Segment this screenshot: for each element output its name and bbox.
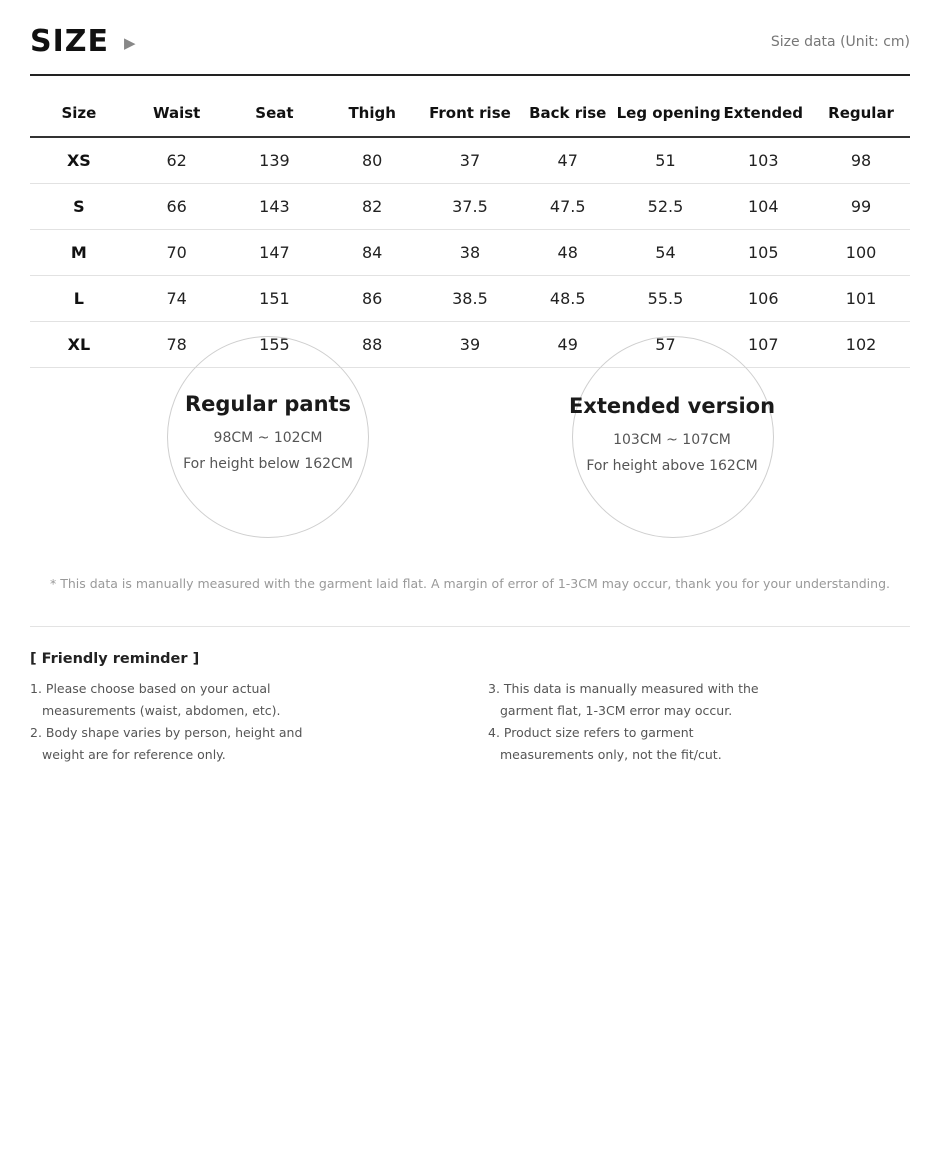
table-cell-size: L (30, 276, 128, 322)
table-cell: 37 (421, 137, 519, 184)
reminder-item: 2. Body shape varies by person, height and weight are for reference only. (30, 725, 303, 762)
table-cell-size: S (30, 184, 128, 230)
table-cell: 47 (519, 137, 617, 184)
reminder-column-right (488, 678, 788, 766)
table-header-row (30, 90, 910, 137)
column-header-thigh: Thigh (323, 90, 421, 137)
reminder-title: [ Friendly reminder ] (30, 651, 200, 667)
reminder-column-left (30, 678, 320, 766)
regular-pants-title: Regular pants (184, 392, 352, 416)
regular-pants-height: For height below 162CM (183, 456, 353, 472)
reminder-item: 4. Product size refers to garment measurements only, not the fit/cut. (488, 725, 722, 762)
table-cell: 151 (226, 276, 324, 322)
measurement-disclaimer: * This data is manually measured with the garment laid flat. A margin of error of 1-3CM may occur, thank you for your understanding. (50, 576, 890, 591)
table-cell: 47.5 (519, 184, 617, 230)
extended-version-info (542, 394, 802, 474)
table-cell: 88 (323, 322, 421, 368)
size-header (30, 22, 910, 74)
table-cell: 103 (714, 137, 812, 184)
table-row (30, 230, 910, 276)
table-cell: 102 (812, 322, 910, 368)
table-cell: 39 (421, 322, 519, 368)
table-cell: 147 (226, 230, 324, 276)
table-cell: 80 (323, 137, 421, 184)
table-cell: 38 (421, 230, 519, 276)
table-cell: 38.5 (421, 276, 519, 322)
table-cell: 98 (812, 137, 910, 184)
table-cell: 78 (128, 322, 226, 368)
table-cell: 104 (714, 184, 812, 230)
table-row (30, 184, 910, 230)
table-cell: 101 (812, 276, 910, 322)
table-cell: 74 (128, 276, 226, 322)
column-header-regular: Regular (812, 90, 910, 137)
reminder-item: 1. Please choose based on your actual measurements (waist, abdomen, etc). (30, 681, 281, 718)
table-cell: 52.5 (617, 184, 715, 230)
table-cell: 84 (323, 230, 421, 276)
regular-pants-info (138, 392, 398, 472)
table-row (30, 322, 910, 368)
table-row (30, 276, 910, 322)
column-header-size: Size (30, 90, 128, 137)
column-header-seat: Seat (226, 90, 324, 137)
table-cell: 139 (226, 137, 324, 184)
page-title: SIZE (30, 24, 110, 59)
table-cell: 107 (714, 322, 812, 368)
table-cell: 100 (812, 230, 910, 276)
size-table (30, 90, 910, 368)
column-header-waist: Waist (128, 90, 226, 137)
table-cell: 82 (323, 184, 421, 230)
table-cell: 62 (128, 137, 226, 184)
table-row (30, 137, 910, 184)
section-divider (30, 626, 910, 627)
header-divider (30, 74, 910, 76)
column-header-back-rise: Back rise (519, 90, 617, 137)
table-cell: 37.5 (421, 184, 519, 230)
regular-pants-range: 98CM ~ 102CM (213, 430, 323, 446)
table-cell: 106 (714, 276, 812, 322)
table-cell: 48 (519, 230, 617, 276)
table-cell: 48.5 (519, 276, 617, 322)
table-cell: 70 (128, 230, 226, 276)
table-cell: 49 (519, 322, 617, 368)
table-cell: 54 (617, 230, 715, 276)
column-header-extended: Extended (714, 90, 812, 137)
table-cell: 143 (226, 184, 324, 230)
table-cell: 105 (714, 230, 812, 276)
reminder-item: 3. This data is manually measured with the garment flat, 1-3CM error may occur. (488, 681, 759, 718)
table-cell: 99 (812, 184, 910, 230)
table-cell: 86 (323, 276, 421, 322)
table-cell: 51 (617, 137, 715, 184)
extended-version-height: For height above 162CM (586, 458, 758, 474)
column-header-front-rise: Front rise (421, 90, 519, 137)
table-cell: 155 (226, 322, 324, 368)
table-cell-size: M (30, 230, 128, 276)
table-cell-size: XL (30, 322, 128, 368)
column-header-leg-opening: Leg opening (617, 90, 715, 137)
unit-note: Size data (Unit: cm) (770, 34, 910, 50)
extended-version-title: Extended version (568, 394, 776, 418)
table-cell-size: XS (30, 137, 128, 184)
extended-version-range: 103CM ~ 107CM (613, 432, 731, 448)
table-cell: 57 (617, 322, 715, 368)
table-cell: 55.5 (617, 276, 715, 322)
play-arrow-icon: ▶ (124, 34, 136, 52)
table-cell: 66 (128, 184, 226, 230)
